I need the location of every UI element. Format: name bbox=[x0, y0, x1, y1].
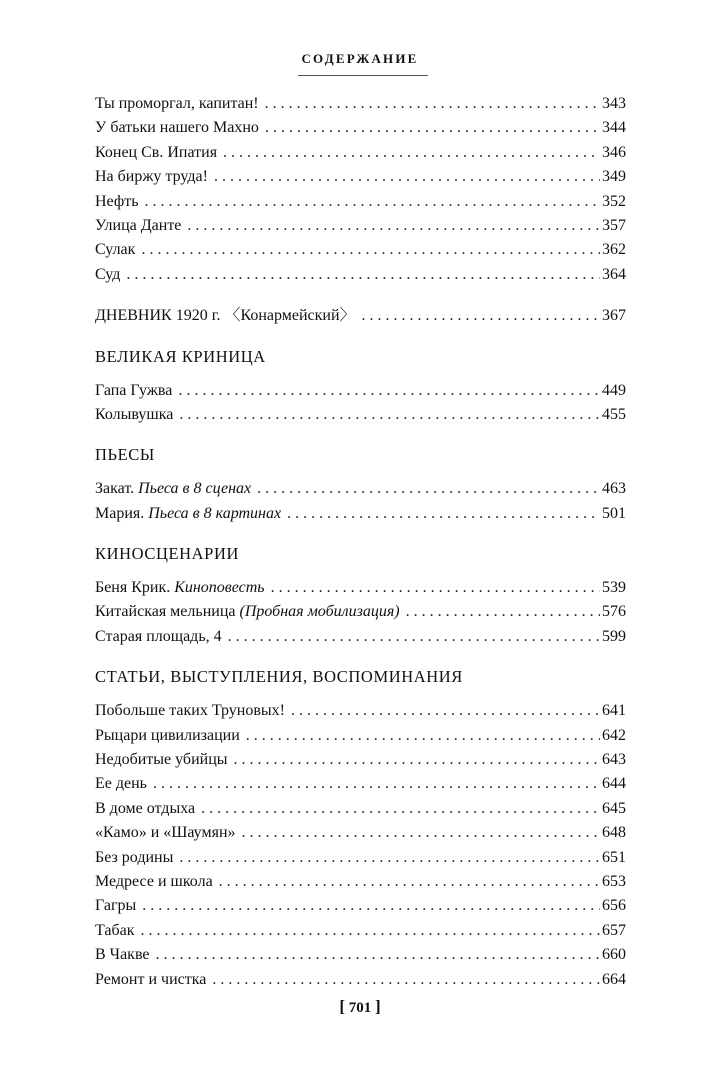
toc-entry bbox=[95, 190, 626, 214]
entry-title: Колывушка bbox=[95, 405, 174, 423]
dot-leader bbox=[287, 502, 600, 526]
toc-entry bbox=[95, 797, 626, 821]
entry-page: 455 bbox=[602, 405, 626, 423]
dot-leader bbox=[178, 379, 600, 403]
dot-leader bbox=[156, 943, 600, 967]
toc-entry bbox=[95, 165, 626, 189]
entry-page: 644 bbox=[602, 775, 626, 793]
toc-entry bbox=[95, 379, 626, 403]
entry-page: 449 bbox=[602, 381, 626, 399]
dot-leader bbox=[201, 797, 600, 821]
toc-entry bbox=[95, 724, 626, 748]
entry-title: Табак bbox=[95, 921, 135, 939]
entry-subtitle: (Пробная мобилизация) bbox=[239, 603, 400, 621]
entry-subtitle: Пьеса в 8 картинах bbox=[148, 504, 282, 522]
entry-page: 344 bbox=[602, 119, 626, 137]
dot-leader bbox=[265, 116, 600, 140]
dot-leader bbox=[141, 919, 601, 943]
entry-page: 660 bbox=[602, 946, 626, 964]
entry-page: 643 bbox=[602, 751, 626, 769]
section-heading: СТАТЬИ, ВЫСТУПЛЕНИЯ, ВОСПОМИНАНИЯ bbox=[95, 667, 463, 687]
dot-leader bbox=[141, 238, 600, 262]
entry-title: Недобитые убийцы bbox=[95, 751, 228, 769]
entry-title: Рыцари цивилизации bbox=[95, 726, 240, 744]
entry-page: 651 bbox=[602, 848, 626, 866]
toc-entry bbox=[95, 699, 626, 723]
entry-title: Конец Св. Ипатия bbox=[95, 143, 218, 161]
entry-title bbox=[95, 576, 265, 600]
entry-page: 539 bbox=[602, 579, 626, 597]
toc-entry bbox=[95, 968, 626, 992]
toc-entry bbox=[95, 748, 626, 772]
entry-page: 343 bbox=[602, 95, 626, 112]
entry-page: 463 bbox=[602, 480, 626, 498]
dot-leader bbox=[246, 724, 600, 748]
entry-subtitle: Киноповесть bbox=[174, 579, 265, 597]
entry-page: 656 bbox=[602, 897, 626, 915]
entry-title-main: Мария. bbox=[95, 504, 145, 522]
toc-entry bbox=[95, 238, 626, 262]
entry-title: На биржу труда! bbox=[95, 168, 208, 186]
toc-entry bbox=[95, 625, 626, 649]
entry-title: Старая площадь, 4 bbox=[95, 627, 222, 645]
section-heading: КИНОСЦЕНАРИИ bbox=[95, 544, 239, 564]
toc-entry bbox=[95, 116, 626, 140]
entry-title: Суд bbox=[95, 265, 121, 283]
dot-leader bbox=[271, 576, 600, 600]
entry-title: Ты проморгал, капитан! bbox=[95, 95, 259, 112]
entry-title: Гагры bbox=[95, 897, 137, 915]
entry-title: «Камо» и «Шаумян» bbox=[95, 824, 236, 842]
entry-page: 653 bbox=[602, 872, 626, 890]
dot-leader bbox=[142, 894, 600, 918]
entry-page: 599 bbox=[602, 627, 626, 645]
entry-page: 576 bbox=[602, 603, 626, 621]
entry-page: 349 bbox=[602, 168, 626, 186]
toc-entry bbox=[95, 821, 626, 845]
toc-entry bbox=[95, 502, 626, 526]
dot-leader bbox=[291, 699, 600, 723]
dot-leader bbox=[153, 772, 600, 796]
running-head: СОДЕРЖАНИЕ bbox=[301, 51, 419, 66]
entry-page: 641 bbox=[602, 702, 626, 720]
entry-title: У батьки нашего Махно bbox=[95, 119, 259, 137]
dot-leader bbox=[219, 870, 600, 894]
entry-title: В Чакве bbox=[95, 946, 150, 964]
entry-title: Нефть bbox=[95, 192, 139, 210]
toc-entry bbox=[95, 403, 626, 427]
dot-leader bbox=[126, 263, 600, 287]
page-number bbox=[0, 997, 720, 1017]
entry-page: 346 bbox=[602, 143, 626, 161]
folio-number: 701 bbox=[348, 1000, 372, 1016]
toc-entry bbox=[95, 477, 626, 501]
section-heading: ПЬЕСЫ bbox=[95, 445, 155, 465]
entry-page: 657 bbox=[602, 921, 626, 939]
entry-page: 367 bbox=[602, 307, 626, 325]
toc-group-stories bbox=[95, 92, 626, 287]
dot-leader bbox=[234, 748, 601, 772]
toc-entry bbox=[95, 141, 626, 165]
toc-entry bbox=[95, 772, 626, 796]
entry-title: Без родины bbox=[95, 848, 174, 866]
dot-leader bbox=[223, 141, 600, 165]
toc-entry bbox=[95, 919, 626, 943]
entry-title: Ее день bbox=[95, 775, 147, 793]
dot-leader bbox=[145, 190, 600, 214]
folio-bracket-close: ] bbox=[375, 997, 381, 1016]
entry-page: 501 bbox=[602, 504, 626, 522]
entry-page: 362 bbox=[602, 241, 626, 259]
toc-entry bbox=[95, 846, 626, 870]
dot-leader bbox=[228, 625, 600, 649]
dot-leader bbox=[265, 92, 600, 116]
toc bbox=[95, 92, 626, 992]
dot-leader bbox=[406, 600, 600, 624]
entry-title: Побольше таких Труновых! bbox=[95, 702, 285, 720]
dot-leader bbox=[179, 846, 600, 870]
running-head-rule bbox=[298, 75, 428, 76]
entry-subtitle: Пьеса в 8 сценах bbox=[138, 480, 252, 498]
entry-page: 352 bbox=[602, 192, 626, 210]
entry-title: Улица Данте bbox=[95, 216, 182, 234]
dot-leader bbox=[212, 968, 600, 992]
dot-leader bbox=[187, 214, 600, 238]
toc-entry bbox=[95, 92, 626, 116]
toc-entry bbox=[95, 576, 626, 600]
entry-page: 364 bbox=[602, 265, 626, 283]
entry-title: В доме отдыха bbox=[95, 799, 196, 817]
entry-title bbox=[95, 477, 251, 501]
entry-title: Медресе и школа bbox=[95, 872, 213, 890]
entry-page: 645 bbox=[602, 799, 626, 817]
entry-page: 648 bbox=[602, 824, 626, 842]
folio-bracket-open: [ bbox=[339, 997, 345, 1016]
entry-title bbox=[95, 502, 281, 526]
entry-title: Сулак bbox=[95, 241, 136, 259]
toc-entry bbox=[95, 894, 626, 918]
entry-title bbox=[95, 600, 400, 624]
toc-entry bbox=[95, 870, 626, 894]
toc-entry bbox=[95, 600, 626, 624]
dot-leader bbox=[179, 403, 600, 427]
toc-entry bbox=[95, 943, 626, 967]
entry-title: Ремонт и чистка bbox=[95, 970, 207, 988]
dot-leader bbox=[214, 165, 600, 189]
dot-leader bbox=[242, 821, 600, 845]
dot-leader bbox=[362, 304, 600, 328]
toc-entry bbox=[95, 263, 626, 287]
entry-title-main: Закат. bbox=[95, 480, 135, 498]
entry-title: ДНЕВНИК 1920 г. 〈Конармейский〉 bbox=[95, 307, 356, 325]
toc-entry bbox=[95, 214, 626, 238]
dot-leader bbox=[257, 477, 600, 501]
entry-title-main: Беня Крик. bbox=[95, 579, 171, 597]
entry-page: 642 bbox=[602, 726, 626, 744]
entry-page: 357 bbox=[602, 216, 626, 234]
entry-title-main: Китайская мельница bbox=[95, 603, 236, 621]
entry-page: 664 bbox=[602, 970, 626, 988]
entry-title: Гапа Гужва bbox=[95, 381, 173, 399]
toc-entry-diary bbox=[95, 304, 626, 328]
section-heading: ВЕЛИКАЯ КРИНИЦА bbox=[95, 346, 266, 366]
